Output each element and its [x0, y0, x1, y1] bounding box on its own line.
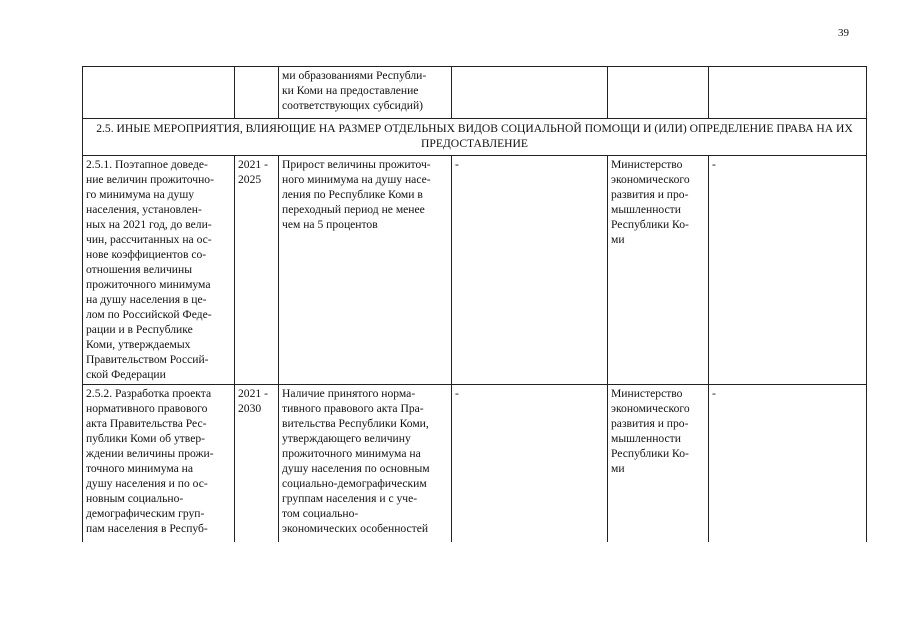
- measure-cell: [83, 385, 235, 543]
- period-cell: [235, 156, 279, 385]
- period-text: 2021 - 2025: [238, 158, 268, 186]
- executor-cell: [608, 156, 709, 385]
- measure-text: 2.5.2. Разработка проекта нормативного правового акта Правительства Рес- публики Коми об утвер- ждении величины прожи- точного минимума на душу населения и по ос- новным социально- демографическим груп- пам населения в Респуб-: [86, 387, 214, 535]
- table-cell: [608, 67, 709, 119]
- table-cell: [83, 67, 235, 119]
- indicator-cell: [452, 156, 608, 385]
- note-text: -: [712, 387, 716, 400]
- table-cell: [709, 67, 867, 119]
- result-cell: [279, 156, 452, 385]
- page-number: 39: [838, 27, 849, 39]
- period-text: 2021 - 2030: [238, 387, 268, 415]
- table-row: [83, 156, 867, 385]
- executor-text: Министерство экономического развития и про- мышленности Республики Ко- ми: [611, 158, 690, 246]
- result-text: Прирост величины прожиточ- ного минимума на душу насе- ления по Республике Коми в переходный период не менее чем на 5 процентов: [282, 158, 431, 231]
- measure-cell: [83, 156, 235, 385]
- note-text: -: [712, 158, 716, 171]
- table-cell: [235, 67, 279, 119]
- measure-text: 2.5.1. Поэтапное доведе- ние величин прожиточно- го минимума на душу населения, установлен- ных на 2021 год, до вели- чин, рассчитанных на ос- нове коэффициентов со- отношения величины прожиточного минимума на душу населения в це- лом по Российской Феде- рации и в Республике Коми, утверждаемых Правительством Россий- ской Федерации: [86, 158, 214, 381]
- result-cell: [279, 385, 452, 543]
- section-heading-row: [83, 119, 867, 156]
- result-text: Наличие принятого норма- тивного правового акта Пра- вительства Республики Коми, утверждающего величину прожиточного минимума на душу населения по основным социально-демографическим группам населения и с уче- том социально- экономических особенностей: [282, 387, 430, 535]
- indicator-text: -: [455, 387, 459, 400]
- cell-text: ми образованиями Республи- ки Коми на предоставление соответствующих субсидий): [282, 69, 427, 112]
- measures-table: [82, 66, 867, 542]
- section-heading: 2.5. ИНЫЕ МЕРОПРИЯТИЯ, ВЛИЯЮЩИЕ НА РАЗМЕР ОТДЕЛЬНЫХ ВИДОВ СОЦИАЛЬНОЙ ПОМОЩИ И (ИЛИ) ОПРЕДЕЛЕНИЕ ПРАВА НА ИХ ПРЕДОСТАВЛЕНИЕ: [83, 119, 867, 156]
- executor-cell: [608, 385, 709, 543]
- table-row: [83, 385, 867, 543]
- table-row-continuation: [83, 67, 867, 119]
- indicator-text: -: [455, 158, 459, 171]
- period-cell: [235, 385, 279, 543]
- note-cell: [709, 156, 867, 385]
- indicator-cell: [452, 385, 608, 543]
- table-cell: [279, 67, 452, 119]
- table-cell: [452, 67, 608, 119]
- note-cell: [709, 385, 867, 543]
- executor-text: Министерство экономического развития и про- мышленности Республики Ко- ми: [611, 387, 690, 475]
